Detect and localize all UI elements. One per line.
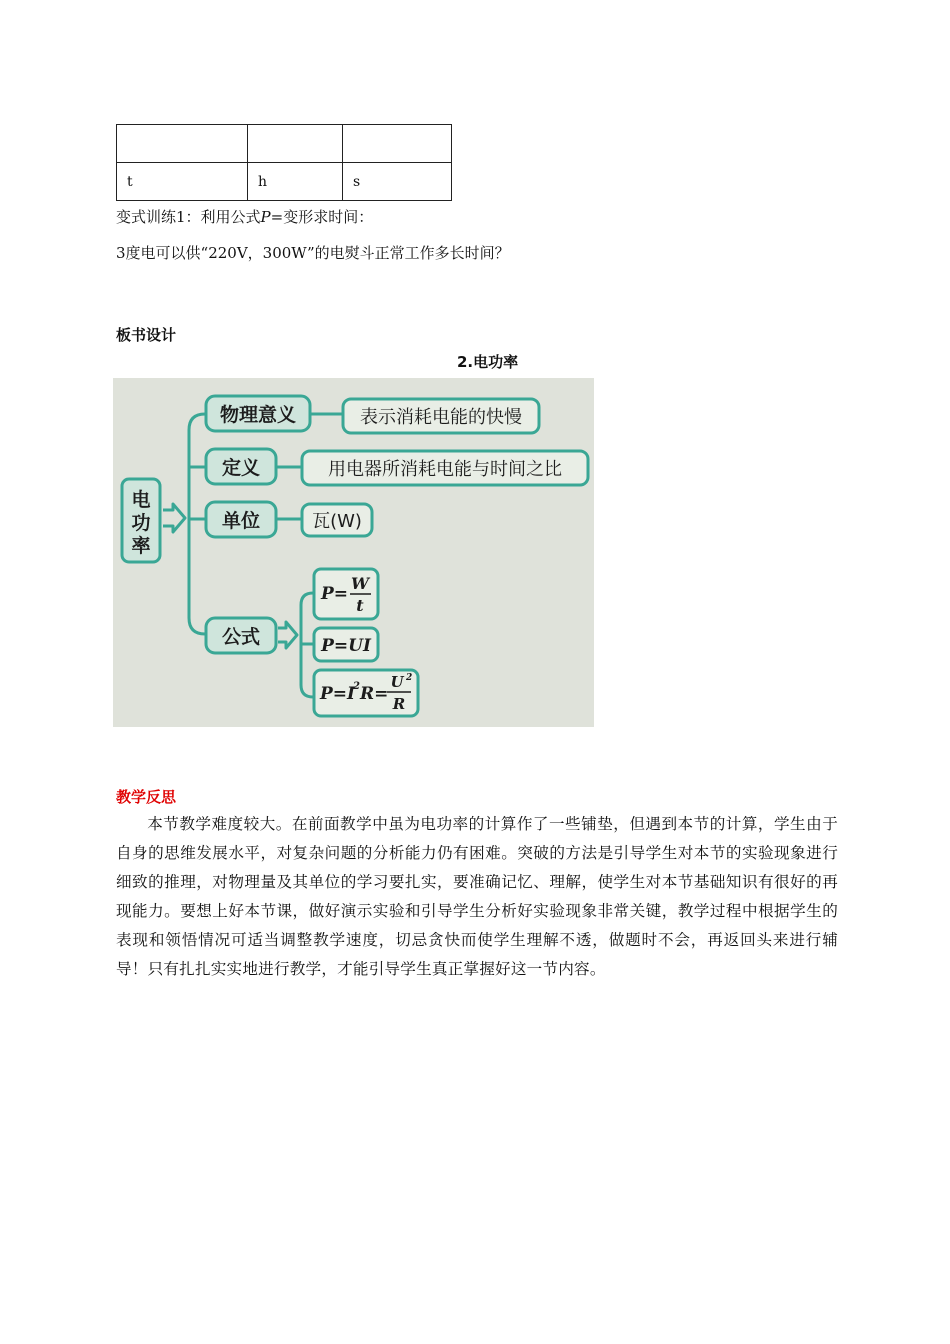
detail-text-definition: 用电器所消耗电能与时间之比 [328, 459, 562, 480]
table-cell [343, 125, 452, 163]
exercise-variable: P [260, 208, 271, 226]
formula1-denominator: t [356, 596, 364, 615]
formula3-sup: 2 [353, 681, 360, 692]
branch-label-meaning: 物理意义 [219, 404, 297, 426]
formula1-lhs: P= [321, 584, 349, 604]
board-heading: 板书设计 [116, 326, 177, 344]
table-cell: s [343, 163, 452, 201]
board-subtitle: 2.电功率 [457, 353, 519, 371]
formula-arrow [278, 622, 297, 648]
exercise-line-1 [116, 206, 373, 227]
formula3-lhs: P=I [320, 684, 355, 704]
table-cell [248, 125, 343, 163]
branch-label-definition: 定义 [221, 457, 261, 479]
reflection-paragraph: 本节教学难度较大。在前面教学中虽为电功率的计算作了一些铺垫，但遇到本节的计算，学生由于自身的思维发展水平，对复杂问题的分析能力仍有困难。突破的方法是引导学生对本节的实验现象进行细致的推理，对物理量及其单位的学习要扎实，要准确记忆、理解，使学生对本节基础知识有很好的再现能力。要想上好本节课，做好演示实验和引导学生分析好实验现象非常关键，教学过程中根据学生的表现和领悟情况可适当调整教学速度，切忌贪快而使学生理解不透，做题时不会，再返回头来进行辅导！只有扎扎实实地进行教学，才能引导学生真正掌握好这一节内容。 [116, 815, 838, 978]
table-cell: h [248, 163, 343, 201]
reflection-heading: 教学反思 [116, 788, 177, 806]
center-char-3: 率 [131, 535, 151, 557]
exercise-suffix: =变形求时间： [270, 208, 374, 226]
branch-label-unit: 单位 [221, 510, 261, 532]
center-char-2: 功 [131, 512, 151, 534]
trunk-line [189, 414, 205, 634]
mindmap-figure [113, 378, 594, 727]
formula2-text: P=UI [321, 636, 371, 656]
exercise-prefix: 变式训练1：利用公式 [116, 208, 261, 226]
unit-table [116, 124, 452, 201]
formula3-mid: R= [360, 684, 389, 704]
table-row [117, 163, 452, 201]
center-char-1: 电 [131, 489, 151, 511]
formula3-numerator-sup: 2 [406, 673, 413, 683]
table-row [117, 125, 452, 163]
center-arrow [163, 504, 185, 532]
table-cell [117, 125, 248, 163]
formula1-numerator: W [351, 574, 369, 593]
formula3-numerator: U [390, 673, 404, 691]
table-cell: t [117, 163, 248, 201]
formula3-denominator: R [392, 695, 406, 713]
detail-text-unit: 瓦(W) [312, 511, 362, 532]
exercise-line-2: 3度电可以供“220V，300W”的电熨斗正常工作多长时间？ [116, 244, 510, 262]
mindmap-svg [113, 378, 594, 727]
detail-text-meaning: 表示消耗电能的快慢 [360, 407, 522, 428]
branch-label-formula: 公式 [221, 626, 261, 648]
